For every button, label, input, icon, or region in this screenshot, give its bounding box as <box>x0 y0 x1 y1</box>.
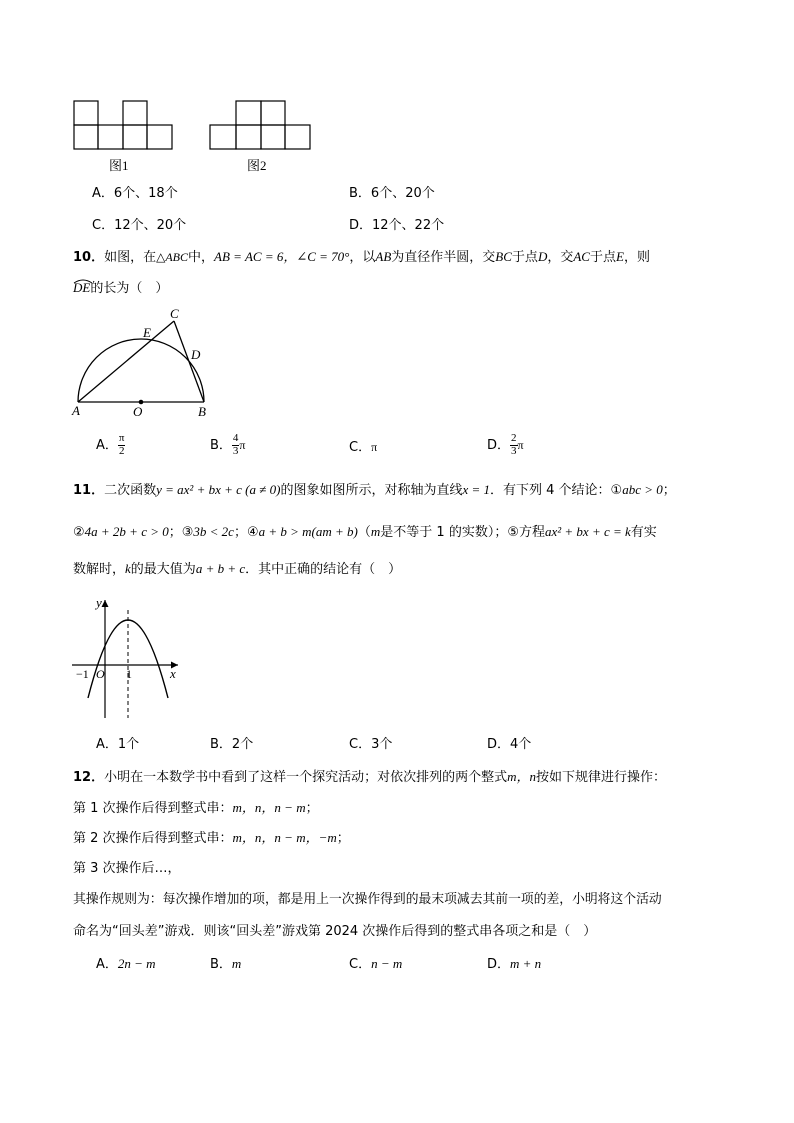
q11-text: 二次函数 <box>104 483 157 498</box>
option-letter: D． <box>487 957 511 972</box>
frac-den: 3 <box>511 444 517 457</box>
q9-option-d[interactable]: D．12个、22个 <box>349 218 445 233</box>
q10-math: E <box>615 249 624 264</box>
q11-math: a + b + c <box>195 561 246 576</box>
label-e: E <box>143 325 151 340</box>
q12-text: ； <box>305 801 319 816</box>
option-letter: B． <box>210 437 232 453</box>
option-letter: C． <box>349 957 372 972</box>
q11-parabola-graph <box>66 592 186 722</box>
q10-math: AB <box>375 249 392 264</box>
q11-option-d[interactable]: D．4个 <box>487 737 532 752</box>
frac-num: 2 <box>511 432 517 444</box>
q12-math: m，n，n − m <box>232 800 306 815</box>
option-letter: A． <box>96 437 118 453</box>
figure-2-label: 图2 <box>247 158 267 173</box>
q11-stem-line1 <box>73 483 676 497</box>
q10-text: 中， <box>188 250 215 265</box>
arc-mark-icon <box>73 278 93 284</box>
q11-math: k <box>125 561 131 576</box>
q11-math: 4a + 2b + c > 0 <box>84 524 169 539</box>
x-axis-label: x <box>170 666 176 681</box>
q12-text: 第 1 次操作后得到整式串： <box>73 801 233 816</box>
label-o: O <box>133 404 143 419</box>
frac-num: π <box>118 432 125 444</box>
q12-stem-line2 <box>73 801 319 815</box>
q11-text: ；③ <box>168 525 194 540</box>
q10-text: 为直径作半圆，交 <box>391 250 496 265</box>
q12-text: 按如下规律进行操作： <box>536 770 667 785</box>
q11-text: 有实 <box>630 525 657 540</box>
q12-stem-line5: 其操作规则为：每次操作增加的项，都是用上一次操作得到的最末项减去其前一项的差，小明将这个活动 <box>73 892 662 907</box>
q10-stem-line1 <box>73 250 650 264</box>
label-c: C <box>170 306 179 321</box>
q12-stem-line3 <box>73 831 350 845</box>
option-math: m <box>231 956 242 971</box>
q11-math: a + b > m(am + b) <box>258 524 358 539</box>
q11-math: 3b < 2c <box>193 524 234 539</box>
q11-math: ax² + bx + c = k <box>544 524 631 539</box>
frac-den: 2 <box>118 444 125 457</box>
q10-number: 10． <box>73 250 105 265</box>
q12-stem-line6: 命名为“回头差”游戏．则该“回头差”游戏第 2024 次操作后得到的整式串各项之和是（ ） <box>73 924 597 939</box>
option-math: m + n <box>510 956 542 971</box>
q11-text: 数解时， <box>73 562 126 577</box>
q10-text: 于点 <box>511 250 538 265</box>
option-letter: C． <box>349 440 372 455</box>
q11-stem-line3 <box>73 562 401 576</box>
q11-math: x = 1 <box>462 482 491 497</box>
q10-stem-line2 <box>73 281 168 295</box>
q12-option-a[interactable] <box>96 957 156 971</box>
q12-stem-line1 <box>73 770 666 784</box>
q11-text: 是不等于 1 的实数）；⑤方程 <box>380 525 545 540</box>
figure-1-label: 图1 <box>109 158 129 173</box>
fraction <box>118 433 126 457</box>
q10-option-a[interactable] <box>96 433 125 457</box>
option-letter: D． <box>487 437 511 453</box>
q12-stem-line4: 第 3 次操作后…， <box>73 861 181 876</box>
figure-1-grid <box>74 101 172 149</box>
q10-text: ，则 <box>623 250 650 265</box>
q10-text: 的长为（ ） <box>90 281 169 296</box>
q12-text: ； <box>336 831 350 846</box>
q11-text: ；④ <box>233 525 259 540</box>
pi: π <box>239 438 246 453</box>
fraction <box>232 433 240 457</box>
tick-one: 1 <box>126 667 132 681</box>
q12-text: 小明在一本数学书中看到了这样一个探究活动；对依次排列的两个整式 <box>104 770 508 785</box>
q10-figure <box>68 302 218 420</box>
q12-math: m，n <box>507 769 536 784</box>
q11-number: 11． <box>73 483 105 498</box>
q12-option-c[interactable] <box>349 957 402 971</box>
label-b: B <box>198 404 206 419</box>
q9-option-b[interactable]: B．6个、20个 <box>349 186 435 201</box>
q11-math: m <box>370 524 381 539</box>
q10-math: D <box>537 249 548 264</box>
q11-math: abc > 0 <box>622 482 663 497</box>
option-math: 2n − m <box>117 956 156 971</box>
pi: π <box>371 440 378 454</box>
q10-option-b[interactable] <box>210 433 245 457</box>
fraction <box>510 433 518 457</box>
q10-text: 如图，在 <box>104 250 157 265</box>
label-d: D <box>191 347 201 362</box>
tick-minus-one: −1 <box>76 667 89 681</box>
figure-2-grid <box>210 101 310 149</box>
q11-option-a[interactable]: A．1个 <box>96 737 140 752</box>
q12-option-d[interactable] <box>487 957 541 971</box>
q10-math: BC <box>495 249 512 264</box>
q11-option-b[interactable]: B．2个 <box>210 737 254 752</box>
option-math: n − m <box>371 956 403 971</box>
q10-text: ，以 <box>349 250 376 265</box>
origin-label: O <box>96 667 105 681</box>
label-a: A <box>72 403 80 418</box>
q9-figures <box>60 90 330 180</box>
q11-text: （ <box>357 525 371 540</box>
q10-math: AC <box>573 249 590 264</box>
q12-math: m，n，n − m，−m <box>232 830 337 845</box>
q10-text: 于点 <box>589 250 616 265</box>
pi: π <box>517 438 524 453</box>
q11-option-c[interactable]: C．3个 <box>349 737 393 752</box>
q9-option-c[interactable]: C．12个、20个 <box>92 218 187 233</box>
q11-text: ； <box>662 483 676 498</box>
arc-de <box>73 281 90 295</box>
q11-text: 的图象如图所示，对称轴为直线 <box>280 483 463 498</box>
q11-text: 的最大值为 <box>130 562 196 577</box>
q12-option-b[interactable] <box>210 957 241 971</box>
option-letter: A． <box>96 957 118 972</box>
q11-text: ．有下列 4 个结论：① <box>490 483 623 498</box>
q11-math: y = ax² + bx + c (a ≠ 0) <box>156 482 281 497</box>
q11-stem-line2 <box>73 525 657 539</box>
y-axis-label: y <box>96 595 102 610</box>
q12-text: 第 2 次操作后得到整式串： <box>73 831 233 846</box>
frac-num: 4 <box>232 432 239 444</box>
q10-math: AB = AC = 6，∠C = 70° <box>214 249 350 264</box>
arc-de-label: DE <box>73 280 91 295</box>
q10-option-c[interactable] <box>349 441 377 454</box>
q11-text: ② <box>73 525 85 540</box>
q12-number: 12． <box>73 770 105 785</box>
q10-option-d[interactable] <box>487 433 524 457</box>
frac-den: 3 <box>232 444 239 457</box>
q11-text: ．其中正确的结论有（ ） <box>245 562 402 577</box>
q10-triangle: △ABC <box>156 250 189 264</box>
q9-option-a[interactable]: A．6个、18个 <box>92 186 178 201</box>
option-letter: B． <box>210 957 232 972</box>
q10-text: ，交 <box>547 250 574 265</box>
